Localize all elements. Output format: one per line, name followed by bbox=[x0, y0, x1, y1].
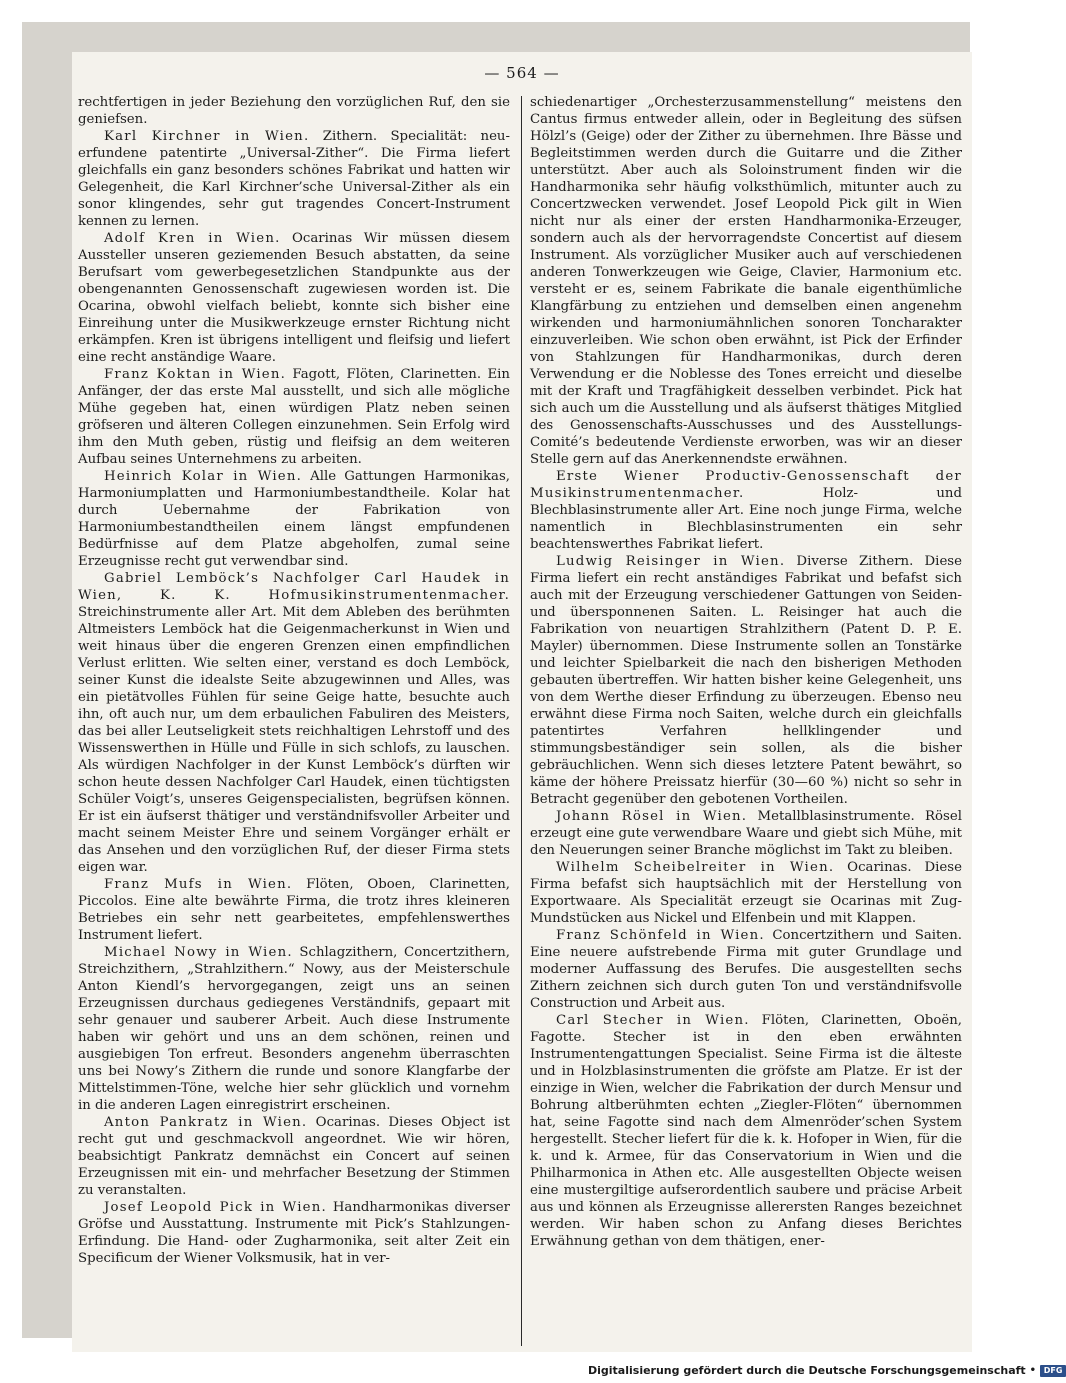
paragraph: Ludwig Reisinger in Wien. Diverse Zithern. Diese Firma liefert ein recht anständiges Fabrikat und befafst sich auch mit der Erzeugung verschiedener Gattungen von Seiden- und übersponnenen Saiten. L. Reisinger hat auch die Fabrikation von neuartigen Strahlzithern (Patent D. P. E. Mayler) übernommen. Diese Instrumente sollen an Tonstärke und leichter Spielbarkeit die nach den bisherigen Methoden gebauten übertreffen. Wir hatten bisher keine Gelegenheit, uns von dem Werthe dieser Erfindung zu überzeugen. Ebenso neu erwähnt diese Firma noch Saiten, welche durch ein gleichfalls patentirtes Verfahren hellklingender und stimmungsbeständiger sein sollen, als die bisher gebräuchlichen. Wenn sich dieses letztere Patent bewährt, so käme der höhere Preissatz hierfür (30—60 %) nicht so sehr in Betracht gegenüber den gebotenen Vortheilen. bbox=[530, 554, 962, 807]
entry-heading: Wilhelm Scheibelreiter in Wien. bbox=[556, 860, 835, 875]
entry-heading: Franz Mufs in Wien. bbox=[104, 877, 293, 892]
footer-credit bbox=[588, 1364, 1066, 1377]
entry-heading: Erste Wiener Productiv-Genossenschaft der Musikinstrumentenmacher. bbox=[530, 469, 962, 501]
column-divider bbox=[521, 96, 522, 1346]
right-column bbox=[530, 94, 962, 1250]
paragraph: Franz Koktan in Wien. Fagott, Flöten, Clarinetten. Ein Anfänger, der das erste Mal ausstellt, und sich alle mögliche Mühe gegeben hat, einen würdigen Platz neben seinen gröfseren und älteren Collegen einzunehmen. Sein Erfolg wird ihm den Muth geben, rüstig und fleifsig an dem weiteren Aufbau seines Unternehmens zu arbeiten. bbox=[78, 367, 510, 467]
entry-heading: Michael Nowy in Wien. bbox=[104, 945, 293, 960]
paragraph: schiedenartiger „Orchesterzusammenstellung“ meistens den Cantus firmus entweder allein, oder in Begleitung des süfsen Hölzl’s (Geige) oder der Zither zu übernehmen. Ihre Bässe und Begleitstimmen werden durch die Guitarre und die Zither unterstützt. Aber auch als Soloinstrument finden wir die Handharmonika sehr häufig volksthümlich, mitunter auch zu Concertzwecken verwendet. Josef Leopold Pick gilt in Wien nicht nur als einer der ersten Handharmonika-Erzeuger, sondern auch als der hervorragendste Concertist auf diesem Instrument. Als vorzüglicher Musiker auch auf verschiedenen anderen Tonwerkzeugen wie Geige, Clavier, Harmonium etc. versteht er es, seinem Fabrikate die banale eigenthümliche Klangfärbung zu entziehen und demselben einen angenehm wirkenden und harmoniumähnlichen sonoren Toncharakter einzuverleiben. Wie schon oben erwähnt, ist Pick der Erfinder von Stahlzungen für Handharmonikas, durch deren Verwendung er die Noblesse des Tones erreicht und dieselbe mit der Kraft und Tragfähigkeit desselben verbindet. Pick hat sich auch um die Ausstellung und als äufserst thätiges Mitglied des Genossenschafts-Ausschusses und des Ausstellungs-Comité’s bedeutende Verdienste erworben, was wir an dieser Stelle gern auf das Anerkennendste erwähnen. bbox=[530, 95, 962, 467]
document-page bbox=[72, 52, 972, 1352]
paragraph: Josef Leopold Pick in Wien. Handharmonikas diverser Gröfse und Ausstattung. Instrumente mit Pick’s Stahlzungen-Erfindung. Die Hand- oder Zugharmonika, seit alter Zeit ein Specificum der Wiener Volksmusik, hat in ver- bbox=[78, 1200, 510, 1266]
paragraph: Franz Mufs in Wien. Flöten, Oboen, Clarinetten, Piccolos. Eine alte bewährte Firma, die trotz ihres kleineren Betriebes ein sehr nett gearbeitetes, empfehlenswerthes Instrument liefert. bbox=[78, 877, 510, 943]
page-number: — 564 — bbox=[484, 64, 560, 82]
paragraph: Franz Schönfeld in Wien. Concertzithern und Saiten. Eine neuere aufstrebende Firma mit guter Grundlage und moderner Auffassung des Berufes. Die ausgestellten sechs Zithern zeichnen sich durch guten Ton und verständnifsvolle Construction und Arbeit aus. bbox=[530, 928, 963, 1011]
paragraph: Johann Rösel in Wien. Metallblasinstrumente. Rösel erzeugt eine gute verwendbare Waare und giebt sich Mühe, mit den Neuerungen seiner Branche möglichst im Takt zu bleiben. bbox=[530, 809, 962, 858]
paragraph: Anton Pankratz in Wien. Ocarinas. Dieses Object ist recht gut und geschmackvoll angeordnet. Wie wir hören, beabsichtigt Pankratz demnächst ein Concert auf seinen Erzeugnissen mit ein- und mehrfacher Besetzung der Stimmen zu veranstalten. bbox=[78, 1115, 510, 1198]
entry-heading: Karl Kirchner in Wien. bbox=[104, 129, 310, 144]
paragraph: rechtfertigen in jeder Beziehung den vorzüglichen Ruf, den sie geniefsen. bbox=[78, 95, 510, 127]
paragraph: Gabriel Lemböck’s Nachfolger Carl Haudek in Wien, K. K. Hofmusikinstrumentenmacher. Streichinstrumente aller Art. Mit dem Ableben des berühmten Altmeisters Lemböck hat die Geigenmacherkunst in Wien und weit hinaus über die engeren Grenzen einen empfindlichen Verlust erlitten. Wie selten einer, verstand es doch Lemböck, seiner Kunst die idealste Seite abzugewinnen und Alles, was ein pietätvolles Fühlen für seine Geige hatte, besuchte auch ihn, oft auch nur, um dem erbaulichen Fabuliren des Meisters, das bei aller Leutseligkeit stets reichhaltigen Lehrstoff und des Wissenswerthen in Hülle und Fülle in sich schlofs, zu lauschen. Als würdigen Nachfolger in der Kunst Lemböck’s dürften wir schon heute dessen Nachfolger Carl Haudek, einen tüchtigsten Schüler Voigt’s, unseres Geigenspecialisten, begrüfsen können. Er ist ein äufserst thätiger und verständnifsvoller Arbeiter und macht seinem Meister Ehre und seinem Vorgänger erhält er das Ansehen und den vorzüglichen Ruf, der dieser Firma stets eigen war. bbox=[78, 571, 510, 875]
entry-heading: Gabriel Lemböck’s Nachfolger Carl Haudek in Wien, K. K. Hofmusikinstrumentenmacher. bbox=[78, 571, 510, 603]
paragraph: Carl Stecher in Wien. Flöten, Clarinetten, Oboën, Fagotte. Stecher ist in den eben erwähnten Instrumentengattungen Specialist. Seine Firma ist die älteste und in Holzblasinstrumenten die gröfste am Platze. Er ist der einzige in Wien, welcher die Fabrikation der durch Mensur und Bohrung altberühmten echten „Ziegler-Flöten“ übernommen hat, seine Fagotte sind nach dem Almenröder’schen System hergestellt. Stecher liefert für die k. k. Hofoper in Wien, für die k. und k. Armee, für das Conservatorium in Wien und die Philharmonica in Athen etc. Alle ausgestellten Objecte weisen eine mustergiltige aufserordentlich saubere und präcise Arbeit aus und können als Erzeugnisse allerersten Ranges bezeichnet werden. Wir haben schon zu Anfang dieses Berichtes Erwähnung gethan von dem thätigen, ener- bbox=[530, 1013, 962, 1249]
paragraph: Wilhelm Scheibelreiter in Wien. Ocarinas. Diese Firma befafst sich hauptsächlich mit der Herstellung von Exportwaare. Als Specialität erzeugt sie Ocarinas mit Zug-Mundstücken aus Nickel und Elfenbein und mit Klappen. bbox=[530, 860, 962, 926]
entry-heading: Anton Pankratz in Wien. bbox=[104, 1115, 308, 1130]
entry-heading: Franz Schönfeld in Wien. bbox=[556, 928, 765, 943]
entry-heading: Heinrich Kolar in Wien. bbox=[104, 469, 303, 484]
paragraph: Karl Kirchner in Wien. Zithern. Specialität: neu-erfundene patentirte „Universal-Zither“. Die Firma liefert gleichfalls ein ganz besonders schönes Fabrikat und hatten wir Gelegenheit, die Karl Kirchner’sche Universal-Zither als ein sonor klingendes, sehr gut tragendes Concert-Instrument kennen zu lernen. bbox=[78, 129, 510, 229]
dfg-logo-icon: DFG bbox=[1040, 1365, 1066, 1377]
paragraph: Adolf Kren in Wien. Ocarinas Wir müssen diesem Aussteller unseren geziemenden Besuch abstatten, da seine Berufsart vom gewerbegesetzlichen Standpunkte aus der obengenannten Genossenschaft zugewiesen worden ist. Die Ocarina, obwohl vielfach beliebt, konnte sich bisher eine Einreihung unter die Musikwerkzeuge ernster Richtung nicht erkämpfen. Kren ist übrigens intelligent und fleifsig und liefert eine recht anständige Waare. bbox=[78, 231, 510, 365]
entry-heading: Josef Leopold Pick in Wien. bbox=[104, 1200, 327, 1215]
entry-heading: Ludwig Reisinger in Wien. bbox=[556, 554, 786, 569]
entry-heading: Carl Stecher in Wien. bbox=[556, 1013, 750, 1028]
left-column bbox=[78, 94, 510, 1267]
paragraph: Erste Wiener Productiv-Genossenschaft der Musikinstrumentenmacher. Holz- und Blechblasinstrumente aller Art. Eine noch junge Firma, welche namentlich in Blechblasinstrumenten ein sehr beachtenswerthes Fabrikat liefert. bbox=[530, 469, 962, 552]
paragraph: Michael Nowy in Wien. Schlagzithern, Concertzithern, Streichzithern, „Strahlzithern.“ Nowy, aus der Meisterschule Anton Kiendl’s hervorgegangen, zeigt uns an seinen Erzeugnissen durchaus gediegenes Verständnifs, gepaart mit sehr genauer und sauberer Arbeit. Auch diese Instrumente haben wir gehört und uns an dem schönen, reinen und ausgiebigen Ton erfreut. Besonders angenehm überraschten uns bei Nowy’s Zithern die runde und sonore Klangfarbe der Mittelstimmen-Töne, welche hier sehr glücklich und vornehm in die anderen Lagen einregistrirt erscheinen. bbox=[78, 945, 510, 1113]
entry-heading: Adolf Kren in Wien. bbox=[104, 231, 281, 246]
entry-heading: Johann Rösel in Wien. bbox=[556, 809, 748, 824]
paragraph: Heinrich Kolar in Wien. Alle Gattungen Harmonikas, Harmoniumplatten und Harmoniumbestandtheile. Kolar hat durch Uebernahme der Fabrikation von Harmoniumbestandtheilen einem längst empfundenen Bedürfnisse auf dem Platze abgeholfen, zumal seine Erzeugnisse recht gut verwendbar sind. bbox=[78, 469, 510, 569]
entry-heading: Franz Koktan in Wien. bbox=[104, 367, 287, 382]
footer-text: Digitalisierung gefördert durch die Deutsche Forschungsgemeinschaft bbox=[588, 1364, 1026, 1377]
scan-background bbox=[22, 22, 970, 1338]
footer-separator: • bbox=[1029, 1365, 1037, 1376]
